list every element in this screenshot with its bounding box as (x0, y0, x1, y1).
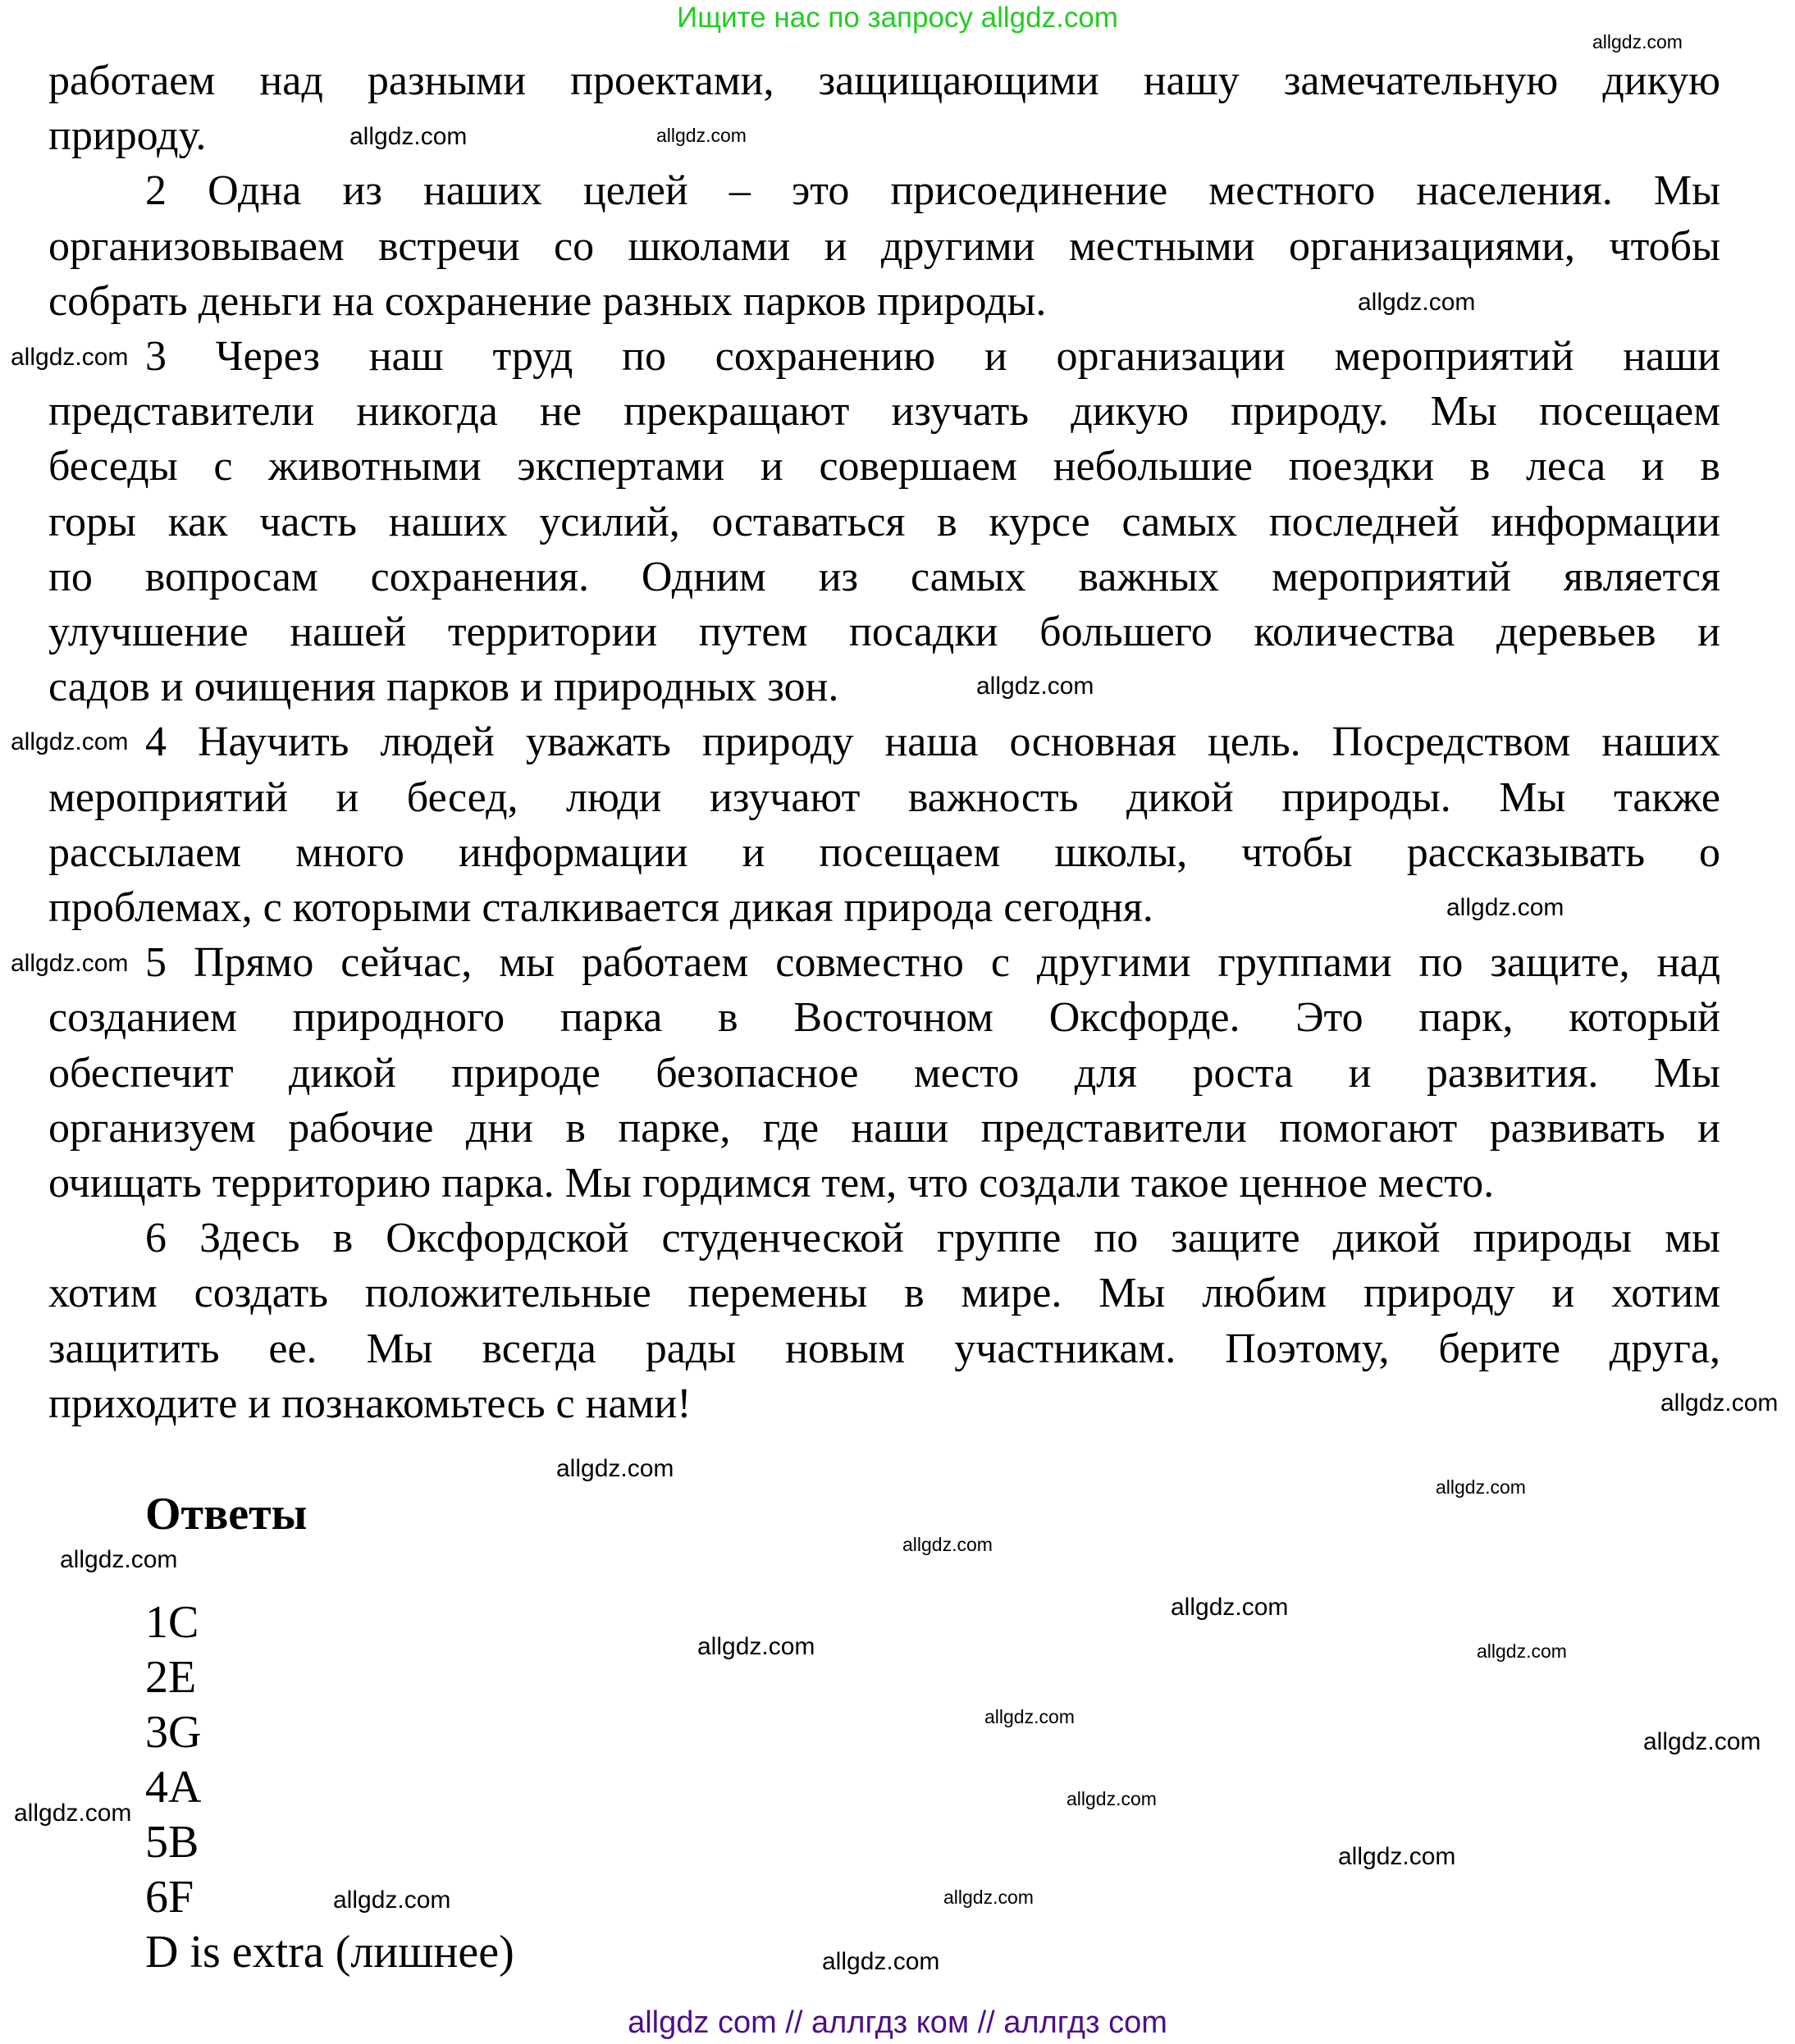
text-line: 3 Через наш труд по сохранению и организации мероприятий наши (145, 333, 1720, 380)
text-line: улучшение нашей территории путем посадки большего количества деревьев и (48, 609, 1720, 655)
text-line: мероприятий и бесед, люди изучают важность дикой природы. Мы также (48, 774, 1720, 821)
text-line: собрать деньги на сохранение разных парков природы. (48, 278, 1047, 325)
watermark: allgdz.com (1171, 1594, 1289, 1621)
watermark: allgdz.com (697, 1633, 815, 1660)
watermark: allgdz.com (11, 344, 129, 371)
watermark: allgdz.com (11, 728, 129, 755)
text-line: по вопросам сохранения. Одним из самых важных мероприятий является (48, 554, 1720, 600)
text-line: организовываем встречи со школами и другими местными организациями, чтобы (48, 223, 1720, 270)
answer-item: 5B (145, 1817, 199, 1868)
watermark: allgdz.com (1358, 289, 1476, 316)
text-line: созданием природного парка в Восточном Оксфорде. Это парк, который (48, 994, 1720, 1041)
answer-item: 2E (145, 1652, 197, 1703)
watermark: allgdz.com (1477, 1640, 1567, 1662)
watermark: allgdz.com (902, 1534, 993, 1555)
text-line: обеспечит дикой природе безопасное место для роста и развития. Мы (48, 1050, 1720, 1097)
text-line: 6 Здесь в Оксфордской студенческой группе по защите дикой природы мы (145, 1215, 1720, 1262)
answers-heading: Ответы (145, 1489, 308, 1540)
watermark: allgdz.com (1643, 1728, 1761, 1755)
text-line: беседы с животными экспертами и совершаем небольшие поездки в леса и в (48, 443, 1720, 490)
text-line: проблемах, с которыми сталкивается дикая природа сегодня. (48, 884, 1153, 931)
answer-item: 4A (145, 1762, 202, 1813)
text-line: природу. (48, 112, 207, 159)
watermark: allgdz.com (60, 1546, 178, 1573)
watermark: allgdz.com (14, 1800, 132, 1827)
answer-item: 1C (145, 1597, 199, 1648)
text-line: защитить ее. Мы всегда рады новым участникам. Поэтому, берите друга, (48, 1325, 1720, 1372)
text-line: хотим создать положительные перемены в мире. Мы любим природу и хотим (48, 1270, 1720, 1316)
watermark: allgdz.com (1446, 894, 1564, 921)
watermark: allgdz.com (656, 125, 747, 146)
text-line: 2 Одна из наших целей – это присоединение местного населения. Мы (145, 167, 1720, 214)
watermark: allgdz.com (943, 1887, 1034, 1908)
text-line: рассылаем много информации и посещаем школы, чтобы рассказывать о (48, 829, 1720, 876)
text-line: представители никогда не прекращают изучать дикую природу. Мы посещаем (48, 388, 1720, 435)
text-line: организуем рабочие дни в парке, где наши представители помогают развивать и (48, 1105, 1720, 1152)
footer-links: allgdz com // аллгдз ком // аллгдз com (628, 2005, 1167, 2040)
text-line: приходите и познакомьтесь с нами! (48, 1380, 692, 1427)
watermark: allgdz.com (976, 673, 1094, 700)
watermark: allgdz.com (822, 1948, 940, 1975)
search-hint-banner: Ищите нас по запросу allgdz.com (677, 2, 1118, 34)
watermark: allgdz.com (1338, 1843, 1456, 1870)
watermark: allgdz.com (984, 1706, 1075, 1727)
answer-item: D is extra (лишнее) (145, 1927, 514, 1978)
text-line: 5 Прямо сейчас, мы работаем совместно с другими группами по защите, над (145, 939, 1720, 986)
watermark: allgdz.com (11, 950, 129, 977)
watermark: allgdz.com (1436, 1476, 1526, 1498)
watermark: allgdz.com (333, 1887, 451, 1914)
answer-item: 6F (145, 1872, 194, 1923)
text-line: работаем над разными проектами, защищающими нашу замечательную дикую (48, 57, 1720, 104)
text-line: садов и очищения парков и природных зон. (48, 664, 839, 710)
watermark: allgdz.com (1660, 1389, 1779, 1417)
answer-item: 3G (145, 1707, 202, 1758)
watermark: allgdz.com (349, 123, 468, 150)
text-line: 4 Научить людей уважать природу наша основная цель. Посредством наших (145, 719, 1720, 765)
text-line: горы как часть наших усилий, оставаться в курсе самых последней информации (48, 499, 1720, 545)
watermark: allgdz.com (556, 1455, 674, 1482)
text-line: очищать территорию парка. Мы гордимся тем, что создали такое ценное место. (48, 1160, 1495, 1207)
watermark: allgdz.com (1592, 31, 1683, 52)
watermark: allgdz.com (1066, 1788, 1157, 1809)
